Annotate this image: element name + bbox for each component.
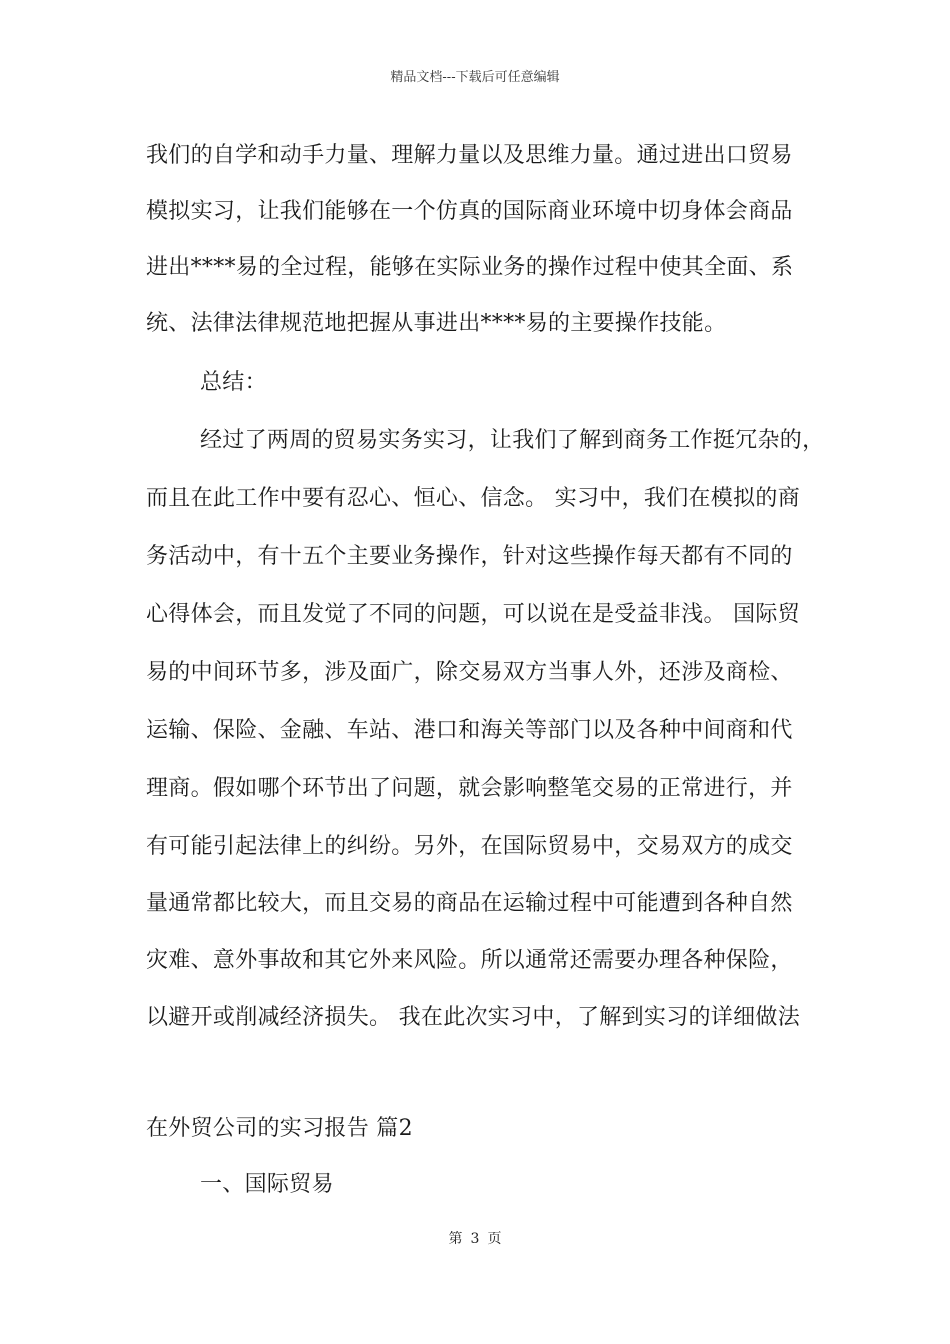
paragraph-line: 务活动中，有十五个主要业务操作，针对这些操作每天都有不同的	[146, 544, 793, 569]
paragraph-line: 量通常都比较大，而且交易的商品在运输过程中可能遭到各种自然	[146, 891, 793, 916]
paragraph-line: 经过了两周的贸易实务实习，让我们了解到商务工作挺冗杂的，	[200, 428, 825, 453]
paragraph-line: 统、法律法律规范地把握从事进出****易的主要操作技能。	[146, 311, 727, 336]
section-title: 在外贸公司的实习报告 篇2	[146, 1116, 413, 1141]
paragraph-line: 进出****易的全过程，能够在实际业务的操作过程中使其全面、系	[146, 255, 794, 280]
paragraph-line: 灾难、意外事故和其它外来风险。所以通常还需要办理各种保险，	[146, 948, 793, 973]
page-header: 精品文档---下载后可任意编辑	[390, 70, 560, 85]
summary-heading: 总结：	[200, 370, 267, 395]
paragraph-line: 而且在此工作中要有忍心、恒心、信念。 实习中，我们在模拟的商	[146, 486, 800, 511]
page-number-suffix: 页	[487, 1231, 502, 1247]
paragraph-line: 理商。假如哪个环节出了问题，就会影响整笔交易的正常进行，并	[146, 776, 793, 801]
page-number: 3	[470, 1231, 480, 1247]
paragraph-line: 心得体会，而且发觉了不同的问题，可以说在是受益非浅。 国际贸	[146, 602, 800, 627]
paragraph-line: 以避开或削减经济损失。 我在此次实习中，了解到实习的详细做法	[146, 1005, 800, 1030]
paragraph-line: 易的中间环节多，涉及面广，除交易双方当事人外，还涉及商检、	[146, 660, 793, 685]
page-number-prefix: 第	[448, 1231, 463, 1247]
paragraph-line: 我们的自学和动手力量、理解力量以及思维力量。通过进出口贸易	[146, 143, 793, 168]
section-subheading: 一、国际贸易	[200, 1172, 334, 1197]
paragraph-line: 运输、保险、金融、车站、港口和海关等部门以及各种中间商和代	[146, 718, 793, 743]
paragraph-line: 有可能引起法律上的纠纷。另外，在国际贸易中，交易双方的成交	[146, 834, 793, 859]
page-footer	[0, 1228, 950, 1248]
paragraph-line: 模拟实习，让我们能够在一个仿真的国际商业环境中切身体会商品	[146, 199, 793, 224]
